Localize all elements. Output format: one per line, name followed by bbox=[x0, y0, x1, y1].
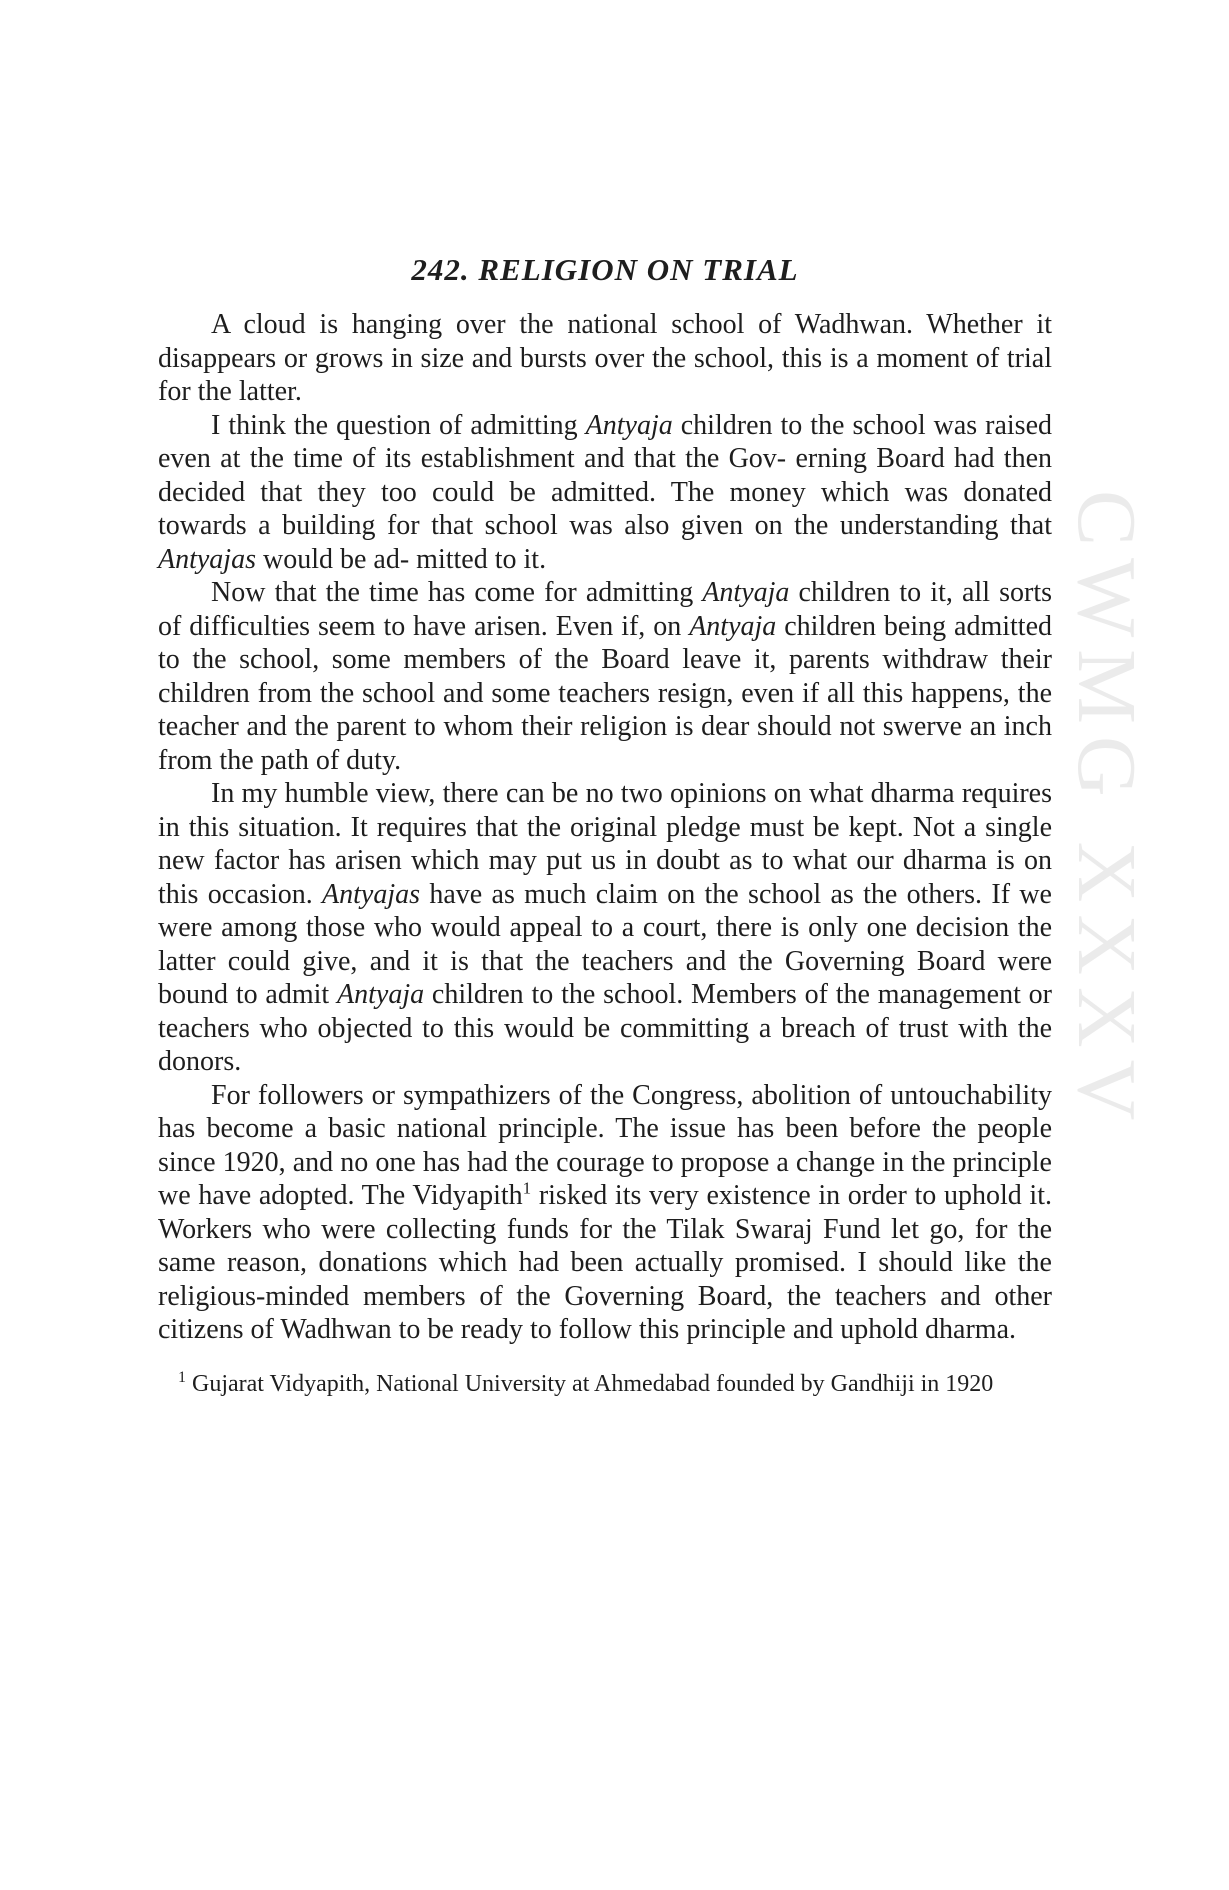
footnote-marker: 1 bbox=[178, 1368, 186, 1386]
paragraph-text: have as much claim on the school as the others. If we were among those who would appeal to a court, there is only one decision the latter could give, and it is that the teachers and the Governing Board were bound to admit bbox=[158, 878, 1052, 1010]
page-body bbox=[158, 250, 1052, 1399]
article-body bbox=[158, 308, 1052, 1347]
paragraph-text: In my humble view, there can be no two opinions on what dharma requires in this situation. It requires that the original pledge must be kept. Not a single new factor has arisen which may put us in doubt as to what our dharma is on this occasion. bbox=[158, 778, 1052, 910]
paragraph bbox=[158, 409, 1052, 577]
italic-term: Antyaja bbox=[702, 577, 790, 608]
paragraph-text: For followers or sympathizers of the Congress, abolition of untouchability has become a basic national principle. The issue has been before the people since 1920, and no one has had the courage to propose a change in the principle we have adopted. The Vidyapith bbox=[158, 1079, 1052, 1211]
paragraph bbox=[158, 1079, 1052, 1347]
paragraph-text: risked its very existence in order to uphold it. Workers who were collecting funds for the Tilak Swaraj Fund let go, for the same reason, donations which had been actually promised. I should like the religious-minded members of the Governing Board, the teachers and other citizens of Wadhwan to be ready to follow this principle and uphold dharma. bbox=[158, 1180, 1052, 1345]
paragraph-text: children to the school was raised even at the time of its establishment and that the Gov- erning Board had then decided that they too could be admitted. The money which was donated towards a building for that school was also given on the understanding that bbox=[158, 409, 1053, 541]
page-title: 242. RELIGION ON TRIAL bbox=[411, 252, 799, 287]
paragraph-text: I think the question of admitting bbox=[211, 409, 586, 441]
footnote-reference: 1 bbox=[522, 1178, 532, 1198]
paragraph-text: Now that the time has come for admitting bbox=[211, 577, 703, 608]
watermark bbox=[1060, 490, 1153, 1470]
paragraph-text: A cloud is hanging over the national school of Wadhwan. Whether it disappears or grows in size and bursts over the school, this is a moment of trial for the latter. bbox=[158, 309, 1052, 407]
paragraph-text: children being admitted to the school, some members of the Board leave it, parents withdraw their children from the school and some teachers resign, even if all this happens, the teacher and the parent to whom their religion is dear should not swerve an inch from the path of duty. bbox=[158, 610, 1052, 776]
paragraph-text: children to the school. Members of the management or teachers who objected to this would be committing a breach of trust with the donors. bbox=[158, 979, 1052, 1077]
paragraph-text: children to it, all sorts of difficulties seem to have arisen. Even if, on bbox=[158, 577, 1052, 642]
italic-term: Antyaja bbox=[585, 409, 673, 441]
italic-term: Antyajas bbox=[158, 543, 256, 575]
italic-term: Antyaja bbox=[689, 610, 777, 642]
paragraph bbox=[158, 576, 1052, 777]
paragraph-text: would be ad- mitted to it. bbox=[256, 543, 547, 575]
watermark-text: CWMG XXXV bbox=[1060, 490, 1153, 1133]
paragraph bbox=[158, 308, 1052, 409]
paragraph bbox=[158, 777, 1052, 1079]
italic-term: Antyajas bbox=[322, 878, 421, 910]
italic-term: Antyaja bbox=[337, 979, 425, 1010]
footnote bbox=[158, 1369, 1052, 1399]
footnote-text: Gujarat Vidyapith, National University at Ahmedabad founded by Gandhiji in 1920 bbox=[186, 1370, 994, 1397]
